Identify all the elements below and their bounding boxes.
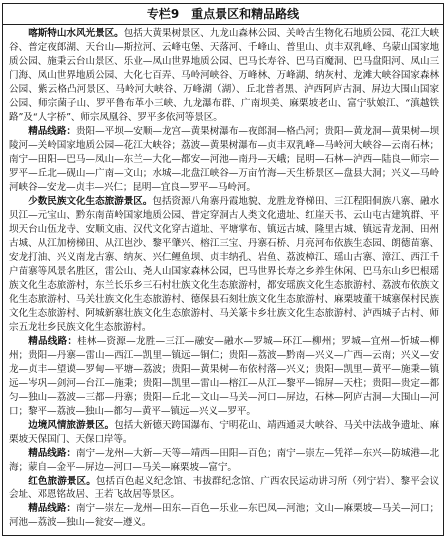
route-label: 精品线路：	[28, 447, 76, 459]
section-heading: 少数民族文化生态旅游景区。	[28, 195, 153, 207]
section-body: 包括大黄果树景区、九龙山森林公园、关岭古生物化石地质公园、花江大峡谷、普定夜郎湖、天台山—斯拉河、云峰屯堡、天落河、千峰山、普里山、贞丰双乳峰、乌蒙山国家地质公园、施秉云台山景区、乐业—凤山世界地质公园、巴马长寿谷、巴马百魔洞、巴马盘阳河、凤山三门海、凤山世界地质公园、大化七百弄、马岭河峡谷、万峰林、万峰湖、纳灰村、龙滩大峡谷国家森林公园、紫云格凸河景区、马岭河大峡谷、万峰湖（湖）、丘北普者黑、泸西阿庐古洞、屏边大围山国家公园、师宗菌子山、罗平鲁布革小三峡、九龙瀑布群、广南坝美、麻栗坡老山、富宁驮娘江、“滇越铁路”及“人字桥”、师宗凤凰谷、罗平多依河等景区。	[9, 28, 440, 123]
route-label: 精品线路：	[28, 335, 78, 347]
box-content	[3, 25, 443, 530]
route-karst	[9, 125, 439, 195]
route-ethnic	[9, 335, 439, 419]
section-heading: 红色旅游景区。	[28, 475, 96, 487]
section-heading: 边境风情旅游景区。	[28, 419, 115, 431]
route-label: 精品线路：	[28, 125, 76, 137]
section-red	[9, 475, 439, 503]
route-label: 精品线路：	[28, 503, 76, 515]
section-karst	[9, 27, 439, 125]
section-body: 包括百色起义纪念馆、韦拔群纪念馆、广西农民运动讲习所（列宁岩）、黎平会议会址、邓恩铭故居、王若飞故居等景区。	[9, 475, 439, 501]
section-border	[9, 419, 439, 447]
route-text: 贵阳—平坝—安顺—龙宫—黄果树瀑布—夜郎洞—格凸河；贵阳—黄龙洞—黄果树—坝陵河—关岭国家地质公园—花江大峡谷；荔波—黄果树瀑布—贞丰双乳峰—马岭河大峡谷—云南石林；南宁—田阳—巴马—凤山—东兰—大化—都安—河池—南丹—天峨；昆明—石林—泸西—陆良—师宗—罗平—丘北—砚山—广南—文山；水城—北盘江峡谷—万亩竹海—天生桥景区—盘县大洞；兴义—马岭河峡谷—安龙—贞丰—兴仁；昆明—宜良—罗平—马岭河。	[9, 125, 440, 193]
route-text: 南宁—崇左—龙州—田东—百色—乐业—东巴凤—河池；文山—麻栗坡—马关—河口；河池—荔波—独山—瓮安—遵义。	[9, 503, 440, 529]
sidebar-box	[2, 3, 444, 536]
section-ethnic	[9, 195, 439, 335]
section-body: 包括大新德天跨国瀑布、宁明花山、靖西通灵大峡谷、马关中法战争遗址、麻栗坡天保国门、天保口岸等。	[9, 419, 439, 445]
route-text: 南宁—龙州—大新—天等—靖西—田阳—百色；南宁—崇左—凭祥—东兴—防城港—北海；蒙自—金平—屏边—河口—马关—麻栗坡—富宁。	[9, 447, 440, 473]
route-border	[9, 447, 439, 475]
section-heading: 喀斯特山水风光景区。	[28, 28, 124, 39]
section-body: 包括资源八角寨丹霞地貌、龙胜龙脊梯田、三江程阳侗族八寨、融水贝江—元宝山、黔东南苗岭国家地质公园、普定穿洞古人类文化遗址、红崖天书、云山屯古建筑群、平坝天台山伍龙寺、安顺文庙、汉代文化穿古道址、平塘掌布、镇远古城、隆里古城、镇远青龙洞、田州古城、从江加榜梯田、从江岜沙、黎平肇兴、榕江三宝、丹寨石桥、月亮河布依族生态园、朗德苗寨、安龙打油、兴义南龙古寨、纳灰、兴仁鲤鱼坝、贞丰纳孔、岩鱼、荔波樟江、瑶山古寨、漳江、西江千户苗寨等风景名胜区，雷公山、尧人山国家森林公园，巴马世界长寿之乡养生休闲、巴马东山乡巴根瑶族文化生态旅游村，东兰长乐乡三石村壮族文化生态旅游村，都安瑶族文化生态旅游村、荔波布依族文化生态旅游村、马关壮族文化生态旅游村、德保县石刻壮族文化生态旅游村、麻栗坡董干城寨保村民族文化生态旅游村、阿城新寨壮族文化生态旅游村、马关篆卡乡壮族文化生态旅游村、泸西城子古村、师宗五龙壮乡民族文化生态旅游村。	[9, 195, 439, 333]
box-title: 专栏9 重点景区和精品路线	[3, 4, 443, 25]
route-red	[9, 502, 439, 530]
route-text: 桂林—资源—龙胜—三江—融安—融水—罗城—环江—柳州；罗城—宜州—忻城—柳州；贵阳—丹寨—雷山—西江—凯里—镇远—铜仁；贵阳—荔波—黔南—兴义—广西—云南；兴义—安龙—贞丰—望谟—罗甸—平塘—荔波；贵阳—黄果树—布依村落—兴义；贵阳—凯里—黄平—施秉—镇远—岑巩—剑河—台江—施秉；贵阳—凯里—雷山—榕江—从江—黎平—锦屏—天柱；贵阳—贵定—都匀—独山—荔波—三都—丹寨；贵阳—丘北—文山—马关—河口—屏边，石林—阿庐古洞—大围山—河口；黎平—荔波—独山—都匀—黄平—镇远—兴义—罗平。	[9, 335, 440, 417]
